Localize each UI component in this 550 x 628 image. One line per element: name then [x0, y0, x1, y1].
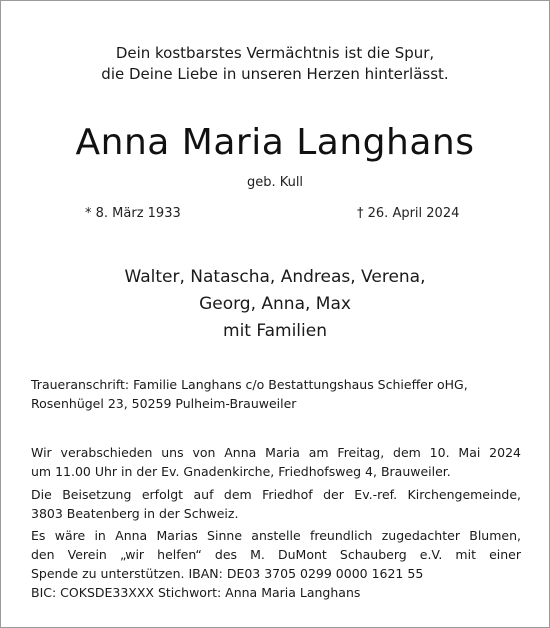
burial-paragraph	[31, 485, 521, 523]
deceased-name: Anna Maria Langhans	[75, 122, 475, 163]
mourners-line: mit Familien	[223, 321, 327, 341]
farewell-line: um 11.00 Uhr in der Ev. Gnadenkirche, Friedhofsweg 4, Brauweiler.	[31, 464, 451, 479]
farewell-paragraph	[31, 443, 521, 481]
farewell-line: Wir verabschieden uns von Anna Maria am Freitag, dem 10. Mai 2024	[31, 445, 521, 460]
donation-line: Es wäre in Anna Marias Sinne anstelle freundlich zugedachter Blumen,	[31, 528, 521, 543]
maiden-name: geb. Kull	[246, 175, 304, 190]
motto-verse	[1, 43, 549, 85]
donation-line: BIC: COKSDE33XXX Stichwort: Anna Maria Langhans	[31, 585, 361, 600]
burial-line: Die Beisetzung erfolgt auf dem Friedhof der Ev.-ref. Kirchengemeinde,	[31, 487, 521, 502]
mourners-line: Walter, Natascha, Andreas, Verena,	[124, 267, 426, 287]
donation-paragraph	[31, 526, 521, 602]
donation-line: den Verein „wir helfen“ des M. DuMont Schauberg e.V. mit einer	[31, 547, 521, 562]
donation-line: Spende zu unterstützen. IBAN: DE03 3705 0299 0000 1621 55	[31, 566, 424, 581]
mourning-address	[31, 375, 521, 413]
death-date: † 26. April 2024	[357, 206, 460, 221]
motto-line: Dein kostbarstes Vermächtnis ist die Spur,	[115, 44, 435, 62]
mourners-line: Georg, Anna, Max	[199, 294, 351, 314]
burial-line: 3803 Beatenberg in der Schweiz.	[31, 506, 239, 521]
birth-date: * 8. März 1933	[85, 206, 181, 221]
mourners-list	[1, 264, 549, 345]
address-line: Traueranschrift: Familie Langhans c/o Bestattungshaus Schieffer oHG,	[31, 377, 468, 392]
address-line: Rosenhügel 23, 50259 Pulheim-Brauweiler	[31, 396, 297, 411]
motto-line: die Deine Liebe in unseren Herzen hinterlässt.	[101, 65, 449, 83]
